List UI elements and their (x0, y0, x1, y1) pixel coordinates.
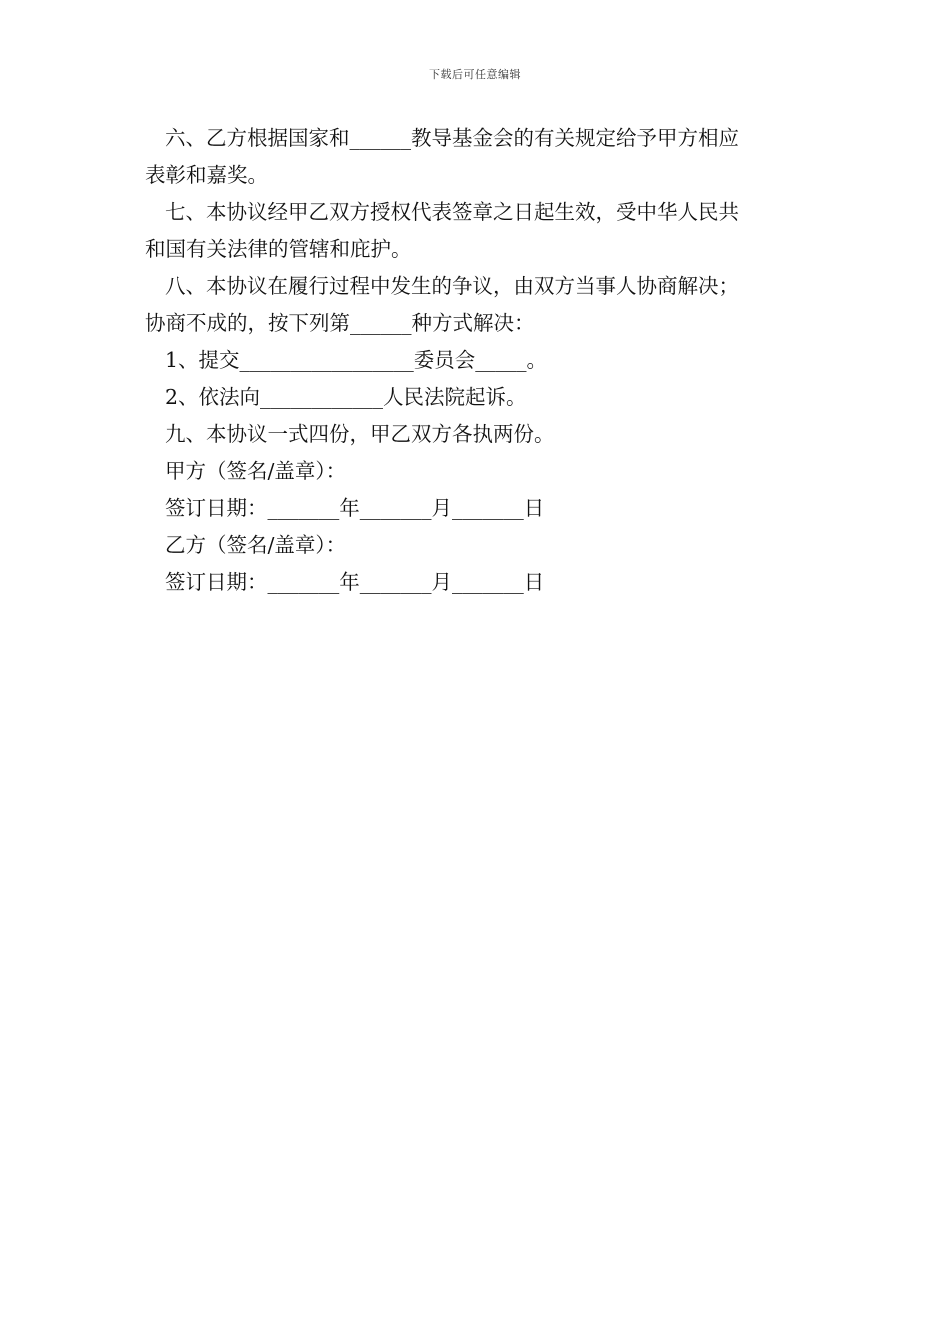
article-7-line-1: 七、本协议经甲乙双方授权代表签章之日起生效，受中华人民共 (165, 200, 739, 224)
page-header: 下载后可任意编辑 (429, 68, 521, 81)
option-1-text: 1、提交_________________委员会_____。 (165, 348, 548, 372)
party-b-date (145, 564, 810, 601)
article-6-line-1: 六、乙方根据国家和______教导基金会的有关规定给予甲方相应 (165, 126, 739, 150)
party-b-signature (145, 527, 810, 564)
party-b-date-label: 签订日期：_______年_______月_______日 (165, 570, 545, 594)
article-7 (145, 194, 810, 268)
party-a-signature (145, 453, 810, 490)
article-9-text: 九、本协议一式四份，甲乙双方各执两份。 (165, 422, 555, 446)
option-2-text: 2、依法向____________人民法院起诉。 (165, 385, 527, 409)
document-body (145, 120, 810, 601)
party-a-date-label: 签订日期：_______年_______月_______日 (165, 496, 545, 520)
party-a-date (145, 490, 810, 527)
option-2 (145, 379, 810, 416)
party-a-signature-label: 甲方（签名/盖章）： (165, 459, 347, 483)
article-8-line-2: 协商不成的，按下列第______种方式解决： (145, 311, 535, 335)
article-6 (145, 120, 810, 194)
article-9 (145, 416, 810, 453)
article-8 (145, 268, 810, 342)
article-7-line-2: 和国有关法律的管辖和庇护。 (145, 237, 412, 261)
article-6-line-2: 表彰和嘉奖。 (145, 163, 268, 187)
party-b-signature-label: 乙方（签名/盖章）： (165, 533, 347, 557)
article-8-line-1: 八、本协议在履行过程中发生的争议，由双方当事人协商解决； (165, 274, 739, 298)
option-1 (145, 342, 810, 379)
